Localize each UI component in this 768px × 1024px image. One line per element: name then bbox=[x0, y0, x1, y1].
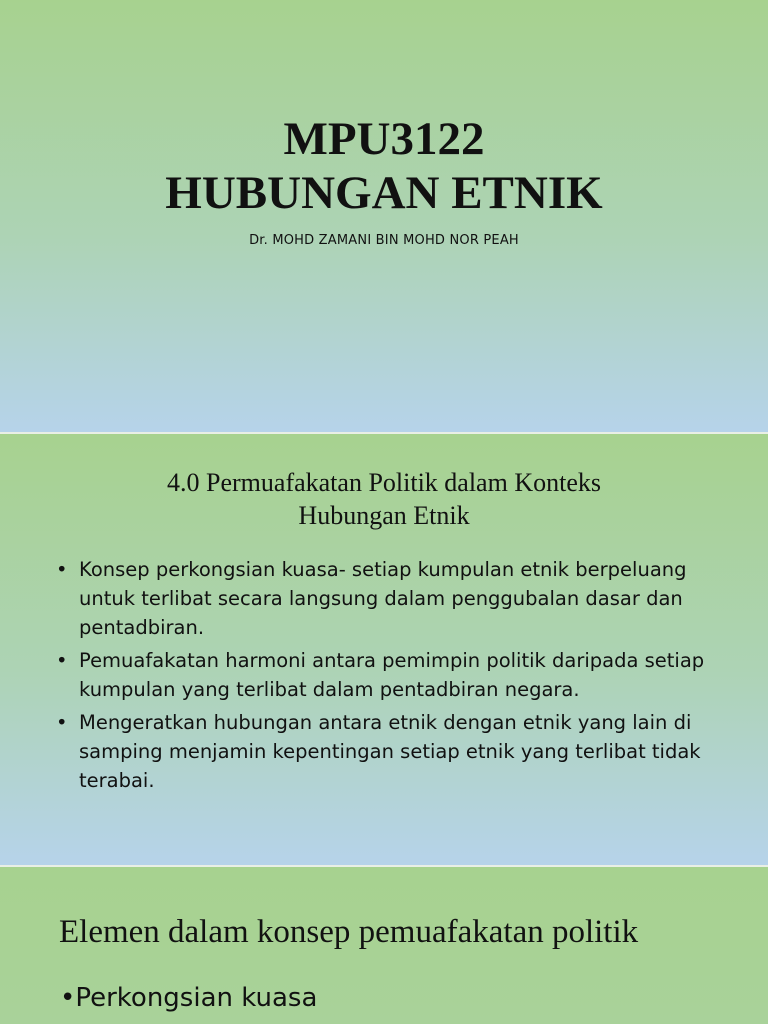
bullet-icon: • bbox=[56, 558, 68, 581]
author-name: Dr. MOHD ZAMANI BIN MOHD NOR PEAH bbox=[249, 233, 519, 248]
bullet-text: Perkongsian kuasa bbox=[75, 983, 318, 1013]
bullet-icon: • bbox=[56, 711, 68, 734]
slide-1-title bbox=[0, 112, 768, 220]
slide-3-bullet bbox=[60, 981, 317, 1015]
bullet-icon: • bbox=[56, 649, 68, 672]
slide-2-title-line-2: Hubungan Etnik bbox=[298, 501, 470, 530]
slide-2-title bbox=[0, 466, 768, 532]
slide-3-title: Elemen dalam konsep pemuafakatan politik bbox=[59, 914, 639, 950]
slide-1 bbox=[0, 0, 768, 432]
bullet-item bbox=[56, 555, 736, 642]
bullet-text: Mengeratkan hubungan antara etnik dengan etnik yang lain di samping menjamin kepentingan setiap etnik yang terlibat tidak terabai. bbox=[79, 711, 701, 792]
bullet-icon: • bbox=[60, 983, 76, 1013]
bullet-item bbox=[56, 708, 736, 795]
bullet-text: Pemuafakatan harmoni antara pemimpin politik daripada setiap kumpulan yang terlibat dalam pentadbiran negara. bbox=[79, 649, 705, 701]
slide-3 bbox=[0, 867, 768, 1024]
course-name: HUBUNGAN ETNIK bbox=[165, 167, 603, 219]
bullet-list bbox=[56, 555, 736, 799]
slide-2-title-line-1: 4.0 Permuafakatan Politik dalam Konteks bbox=[167, 468, 601, 497]
slide-2 bbox=[0, 434, 768, 865]
bullet-item bbox=[56, 646, 736, 704]
bullet-text: Konsep perkongsian kuasa- setiap kumpulan etnik berpeluang untuk terlibat secara langsung dalam penggubalan dasar dan pentadbiran. bbox=[79, 558, 687, 639]
course-code: MPU3122 bbox=[283, 113, 485, 165]
